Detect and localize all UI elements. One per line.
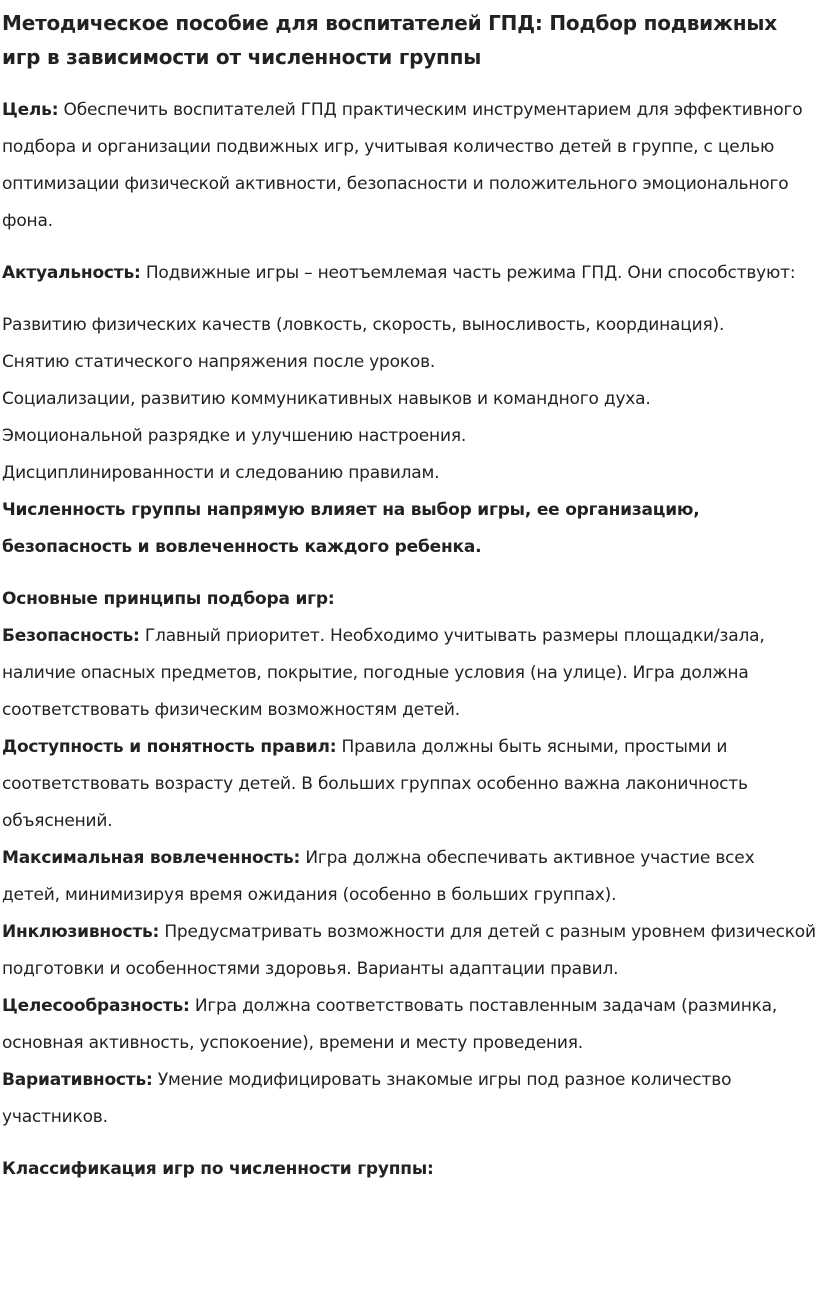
principle-text: Главный приоритет. Необходимо учитывать размеры площадки/зала, наличие опасных предметов, покрытие, погодные условия (на улице). Игра должна соответствовать физическим возможностям детей. [2,626,765,720]
principle-item [2,988,816,1062]
goal-text: Обеспечить воспитателей ГПД практическим инструментарием для эффективного подбора и организации подвижных игр, учитывая количество детей в группе, с целью оптимизации физической активности, безопасности и положительного эмоционального фона. [2,100,803,231]
benefit-item: Развитию физических качеств (ловкость, скорость, выносливость, координация). [2,315,725,335]
benefit-item: Социализации, развитию коммуникативных навыков и командного духа. [2,389,651,409]
principle-text: Умение модифицировать знакомые игры под разное количество участников. [2,1070,732,1127]
benefit-item: Снятию статического напряжения после уроков. [2,352,436,372]
principle-text: Игра должна соответствовать поставленным задачам (разминка, основная активность, успокоение), времени и месту проведения. [2,996,778,1053]
principle-label: Максимальная вовлеченность: [2,848,301,868]
benefits-list [2,307,816,492]
principle-text: Предусматривать возможности для детей с разным уровнем физической подготовки и особенностями здоровья. Варианты адаптации правил. [2,922,816,979]
goal-paragraph [2,92,816,240]
principle-text: Игра должна обеспечивать активное участие всех детей, минимизируя время ожидания (особенно в больших группах). [2,848,755,905]
principle-item [2,840,816,914]
principle-label: Инклюзивность: [2,922,160,942]
principle-label: Вариативность: [2,1070,153,1090]
benefit-item: Эмоциональной разрядке и улучшению настроения. [2,426,467,446]
principle-label: Доступность и понятность правил: [2,737,337,757]
relevance-paragraph [2,255,816,292]
relevance-label: Актуальность: [2,263,141,283]
principle-text: Правила должны быть ясными, простыми и соответствовать возрасту детей. В больших группах особенно важна лаконичность объяснений. [2,737,748,831]
document-title: Методическое пособие для воспитателей ГПД: Подбор подвижных игр в зависимости от численности группы [2,11,777,69]
classification-heading: Классификация игр по численности группы: [2,1159,434,1179]
relevance-text: Подвижные игры – неотъемлемая часть режима ГПД. Они способствуют: [140,263,796,283]
emphasis-statement: Численность группы напрямую влияет на выбор игры, ее организацию, безопасность и вовлеченность каждого ребенка. [2,500,700,557]
principles-list [2,618,816,1136]
principle-item [2,618,816,729]
principle-item [2,1062,816,1136]
principle-label: Целесообразность: [2,996,190,1016]
principle-item [2,914,816,988]
benefit-item: Дисциплинированности и следованию правилам. [2,463,440,483]
goal-label: Цель: [2,100,59,120]
principle-label: Безопасность: [2,626,140,646]
principles-heading: Основные принципы подбора игр: [2,589,335,609]
principle-item [2,729,816,840]
